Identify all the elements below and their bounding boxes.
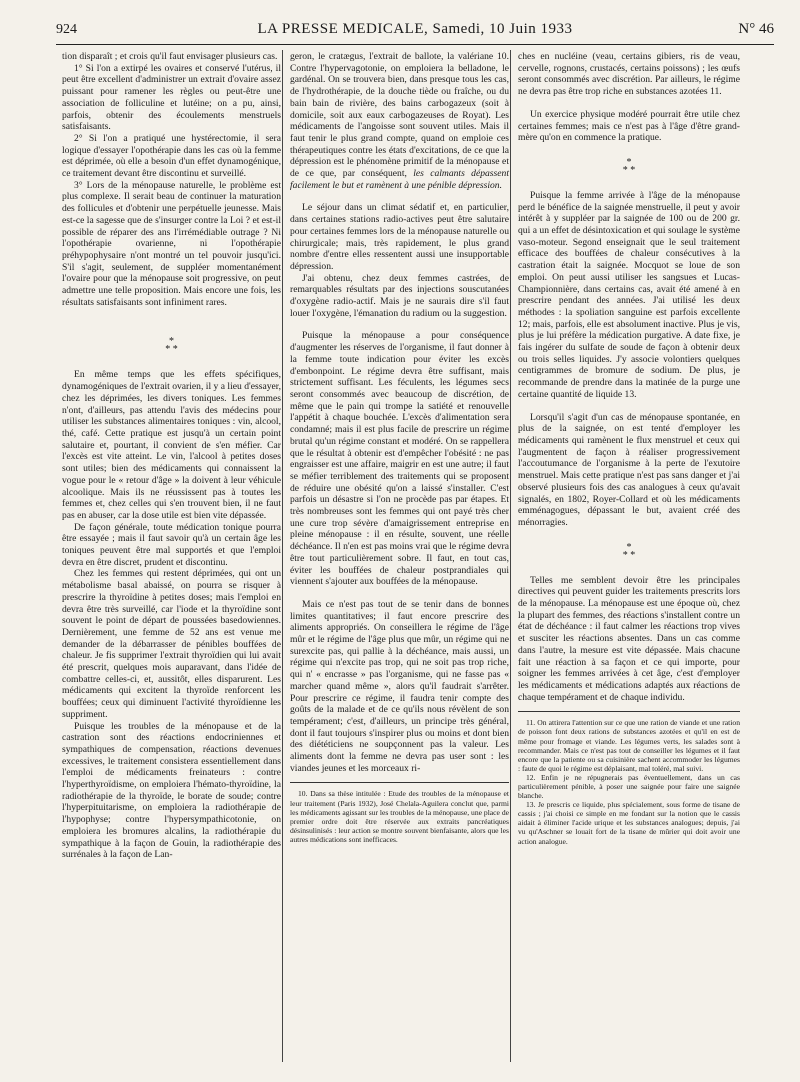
page-header bbox=[56, 20, 774, 45]
paragraph: Chez les femmes qui restent déprimées, qui ont un métabolisme basal abaissé, on pourra se risquer à prescrire la thyroïdine à petites doses; mais l'emploi en devra être très surveillé, car l'iode et la thyroïdine sont souvent le point de départ de poussées basedowiennes. Dernièrement, une femme de 52 ans est venue me demander de la débarrasser de pénibles bouffées de chaleur. Je fis supprimer l'extrait thyroïdien qui lui avait été prescrit, quelques mois auparavant, dans l'idée de combattre celles-ci, et, aussitôt, elles disparurent. Les médicaments qui excitent la thyroïde renforcent les bouffées; ceux qui diminuent l'activité thyroïdienne les suppriment. bbox=[62, 568, 281, 720]
footnote-rule bbox=[518, 711, 740, 712]
paragraph: Un exercice physique modéré pourrait être utile chez certaines femmes; mais ce n'est pas à l'âge d'être grand-mère qu'on en commence la pratique. bbox=[518, 108, 740, 144]
paragraph: ches en nucléine (veau, certains gibiers, ris de veau, cervelle, rognons, crustacés, certains poissons) ; les œufs seront consommés avec discrétion. Par ailleurs, le régime ne devra pas être trop riche en substances azotées 11. bbox=[518, 51, 740, 98]
paragraph: Puisque la femme arrivée à l'âge de la ménopause perd le bénéfice de la saignée menstruelle, il peut y avoir intérêt à y suppléer par la saignée de 100 ou de 200 gr. qui a un effet de désintoxication et qui soulage le système vaso-moteur. Segond enseignait que le seul traitement efficace des bouffées de chaleur consécutives à la castration était la saignée. Mocquot se loue de son emploi. On peut aussi utiliser les sangsues et Lucas-Championnière, dans certains cas, avait été amené à en prescrire pendant des années. J'ai utilisé les deux méthodes : la spoliation sanguine est parfois excellente 12; mais, parfois, elle est absolument inactive. Plus je vis, plus je lui préfère la médication purgative. A date fixe, je fais ingérer du sulfate de soude de façon à obtenir deux ou trois selles liquides. J'y associe volontiers quelques centigrammes de bromure de sodium. De plus, je recommande de prendre dans la matinée de la purge une certaine quantité de liquide 13. bbox=[518, 189, 740, 400]
paragraph: Mais ce n'est pas tout de se tenir dans de bonnes limites quantitatives; il faut encore prescrire des aliments appropriés. On conseillera le régime de l'âge mûr et le régime de l'âge plus que mûr, un régime qui ne surexcite pas, qui pallie à la déchéance, mais aussi, un régime qui n'excite pas trop, qui ne soit pas trop riche, qui n' « encrasse » pas l'organisme, qui ne fasse pas « marcher quand même », alors qu'il faudrait s'arrêter. Pour prescrire ce régime, il faudra tenir compte des goûts de la malade et de ce qu'ils nous révèlent de son tempérament; c'est, d'ailleurs, un principe très général, dont il faut toujours s'inspirer plus ou moins et dont bien des diététiciens ne soupçonnent pas la valeur. Les aliments dont la femme ne devra pas user sont : les viandes jeunes et les morceaux ri- bbox=[290, 598, 509, 774]
column-2 bbox=[290, 51, 509, 844]
issue-number: N° 46 bbox=[738, 21, 774, 37]
paragraph: 1° Si l'on a extirpé les ovaires et conservé l'utérus, il peut être excellent d'administrer un extrait d'ovaire assez puissant pour ramener les règles ou peut-être une association de folliculine et lutéine; on a pu, ainsi, parfois, obtenir des écoulements menstruels satisfaisants. bbox=[62, 62, 281, 133]
footnotes bbox=[290, 789, 509, 844]
footnotes bbox=[518, 718, 740, 845]
paragraph: Puisque les troubles de la ménopause et de la castration sont des réactions endocriniennes et sympathiques de compensation, réactions devenues excessives, le traitement consistera essentiellement dans l'emploi de médicaments freinateurs : contre l'hyperthyroïdisme, on emploiera l'hémato-thyroïdine, la radiothérapie de la thyroïde, le borate de soude; contre l'hyperpituitarisme, on emploiera la radiothérapie de l'hypophyse; contre l'hypersympathicotonie, on emploiera les bromures alcalins, la radiothérapie du sympathique à la façon de Gouin, la radiothérapie des surrénales à la façon de Lan- bbox=[62, 720, 281, 861]
footnote: 11. On attirera l'attention sur ce que une ration de viande et une ration de poisson font deux rations de substances azotées et qu'il en est de même pour fromage et viande. Les légumes verts, les salades sont à recommander. Mais ce n'est pas tout de conseiller les légumes et il faut encore que la patiente ou sa cuisinière sachent accommoder les légumes : faute de quoi le régime est déplaisant, mal toléré, mal suivi. bbox=[518, 718, 740, 773]
paragraph: 2° Si l'on a pratiqué une hystérectomie, il sera logique d'essayer l'opothérapie dans les cas où la femme est déprimée, où elle a besoin d'un effet dynamogénique, ce traitement devant être discontinu et surveillé. bbox=[62, 132, 281, 180]
paragraph: Lorsqu'il s'agit d'un cas de ménopause spontanée, en plus de la saignée, on est tenté d'employer les médicaments qui ramènent le flux menstruel et ceux qui l'augmentent de façon à réaliser progressivement l'accoutumance de l'organisme à la perte de l'exutoire menstruel. Mais cette pratique n'est pas sans danger et j'ai observé plusieurs fois des cas analogues à ceux qu'avait signalés, en 1802, Royer-Collard et où les médicaments emménagogues, dépassant le but, avaient créé des ménorragies. bbox=[518, 411, 740, 528]
section-separator: * * * bbox=[622, 156, 636, 176]
footnote: 10. Dans sa thèse intitulée : Etude des troubles de la ménopause et leur traitement (Paris 1932), José Chelala-Aguilera conclut que, parmi les médicaments agissant sur les troubles de la ménopause, une place de premier ordre doit être réservée aux extraits pancréatiques désinsulinisés : leur action se montre souvent bienfaisante, alors que les autres médications sont inefficaces. bbox=[290, 789, 509, 844]
column-divider bbox=[282, 50, 283, 1062]
italic-emphasis: les calmants dépassent facilement le but et ramènent à une pénible dépression. bbox=[290, 168, 509, 191]
section-separator: * * * bbox=[622, 541, 636, 561]
paragraph: De façon générale, toute médication tonique pourra être essayée ; mais il faut savoir qu'à un certain âge les toniques peuvent être mal supportés et que l'emploi devra en être discret, prudent et discontinu. bbox=[62, 521, 281, 568]
paragraph: tion disparaît ; et crois qu'il faut envisager plusieurs cas. bbox=[62, 51, 278, 62]
page-number: 924 bbox=[56, 22, 77, 37]
journal-title: LA PRESSE MEDICALE, Samedi, 10 Juin 1933 bbox=[257, 21, 573, 37]
column-3 bbox=[518, 51, 740, 846]
column-1 bbox=[62, 51, 281, 861]
footnote-rule bbox=[290, 782, 509, 783]
paragraph: geron, le cratægus, l'extrait de ballote, la valériane 10. Contre l'hypervagotonie, on emploiera la belladone, le gardénal. On se trouvera bien, dans presque tous les cas, de l'hydrothérapie, de la douche tiède ou fraîche, ou du bain bain de rivière, des bains carbogazeux (soit à domicile, soit aux eaux carbogazeuses de Royat). Les médicaments de l'angoisse sont souvent utiles. Mais il faut tenir le plus grand compte, quand on emploie ces thérapeutiques contre les états d'excitations, de ce que la dépression est le phénomène primitif de la ménopause et de ce que, par conséquent, les calmants dépassent facilement le but et ramènent à une pénible dépression. bbox=[290, 51, 509, 191]
paragraph: En même temps que les effets spécifiques, dynamogéniques de l'extrait ovarien, il y a lieu d'essayer, chez les déprimées, les divers toniques. Les femmes n'ont, d'ailleurs, pas attendu l'avis des médecins pour utiliser les substances alimentaires toniques : vin, alcool, thé, café. Cette pratique est jusqu'à un certain point salutaire et, pourtant, il convient de s'en méfier. Car l'excès est vite atteint. Le vin, l'alcool à petites doses sont utiles; bien des médicaments qui connaissent la vogue pour le « retour d'âge » la doivent à leur véhicule alcoolique. Mais ils ne réussissent pas à toutes les femmes et, chez celles qui s'en trouvent bien, il ne faut pas en abuser, car la dose utile est bien vite dépassée. bbox=[62, 369, 281, 521]
paragraph: J'ai obtenu, chez deux femmes castrées, de remarquables résultats par des injections souscutanées d'oxygène radio-actif. Mais je ne saurais dire s'il faut louer l'oxygène, l'émanation du radium ou la suggestion. bbox=[290, 272, 509, 319]
section-separator: * * * bbox=[165, 336, 178, 356]
paragraph: Telles me semblent devoir être les principales directives qui peuvent guider les traitements prescrits lors de la ménopause. La ménopause est une époque où, chez la plupart des femmes, des réactions s'installent contre un état de déchéance : il faut calmer les réactions trop vives et susciter les réactions absentes. Dans un cas comme dans l'autre, la mesure est vite dépassée. Mais chacune fait une réaction à sa façon et ce qui importe, pour soigner les femmes arrivées à cet âge, c'est d'employer les médicaments et médications adaptés aux réactions de chaque tempérament et de chaque individu. bbox=[518, 574, 740, 703]
footnote: 12. Enfin je ne répugnerais pas éventuellement, dans un cas particulièrement pénible, à poser une saignée pour faire une saignée blanche. bbox=[518, 772, 740, 801]
paragraph: Puisque la ménopause a pour conséquence d'augmenter les réserves de l'organisme, il faut donner à la femme toute indication pour éviter les excès d'embonpoint. Le régime devra être suffisant, mais strictement suffisant. Les féculents, les légumes secs seront consommés avec beaucoup de discrétion, de même que le pain qui trompe la satiété et renouvelle l'appétit à chaque bouchée. L'excès d'alimentation sera condamné; mais il est plus facile de prescrire un régime brutal qu'un régime constant et modéré. On se rappellera que le résultat à obtenir est d'empêcher l'obésité : ne pas engraisser est une affaire, maigrir en est une autre; il faut se méfier terriblement des traitements qui se proposent de réduire une obésité qu'on a laissé s'installer. C'est parfois un désastre si l'on ne procède pas par étapes. Et très nombreuses sont les femmes qui ont payé très cher une cure trop sévère d'amaigrissement entreprise en pleine ménopause : il en résulte, souvent, une réelle déchéance. Il n'en est pas moins vrai que le régime devra être tout particulièrement sobre. Il faut, en tout cas, éviter les bouffées de chaleur postprandiales qui viennent s'ajouter aux bouffées de la ménopause. bbox=[290, 330, 509, 588]
paragraph: Le séjour dans un climat sédatif et, en particulier, dans certaines stations radio-actives peut être salutaire pour certaines femmes lors de la ménopause naturelle ou chirurgicale; mais, très rapidement, le plus grand nombre d'entre elles ressentent aussi une insupportable dépression. bbox=[290, 202, 509, 272]
footnote: 13. Je prescris ce liquide, plus spécialement, sous forme de tisane de cassis ; j'ai choisi ce simple en me fondant sur la notion que le cassis aidait à éliminer l'acide urique et les substances analogues; depuis, j'ai vu qu'Aschner se louait fort de la tisane de mûrier qui doit avoir une action analogue. bbox=[518, 800, 740, 846]
paragraph: 3° Lors de la ménopause naturelle, le problème est plus complexe. Il serait beau de continuer la maturation des follicules et d'obtenir une perpétuelle jeunesse. Mais est-ce la sagesse que de s'insurger contre la Loi ? et est-il possible de réparer des ans l'irrémédiable outrage ? Ni l'opothérapie ovarienne, ni l'opothérapie préhypophysaire n'ont montré un tel pouvoir jusqu'ici. S'il s'agit, seulement, de suppléer momentanément l'ovaire pour que la ménopause soit progressive, on peut admettre une telle proposition. Mais encore une fois, les résultats satisfaisants sont infiniment rares. bbox=[62, 179, 281, 308]
column-divider bbox=[510, 50, 511, 1062]
